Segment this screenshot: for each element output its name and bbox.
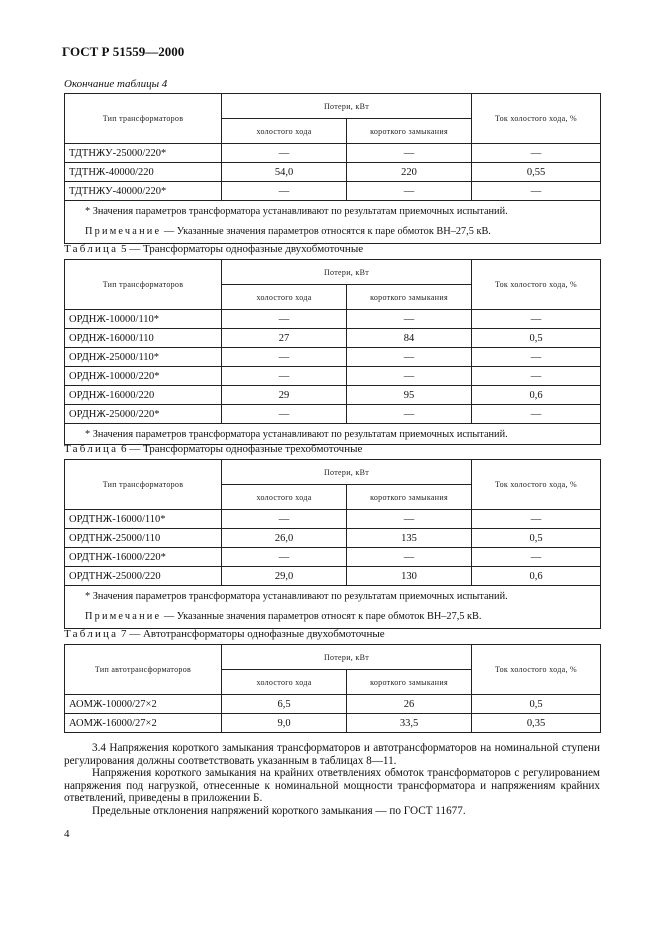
short-cell: — <box>347 144 472 163</box>
type-cell: ОРДТНЖ-16000/110* <box>65 510 222 529</box>
table-row <box>65 567 601 586</box>
paragraph: 3.4 Напряжения короткого замыкания трансформаторов и автотрансформаторов на номинальной ступени регулирования должны соответствовать указанным в таблицах 8—11. <box>64 742 600 767</box>
current-cell: — <box>472 405 601 424</box>
short-cell: 33,5 <box>347 714 472 733</box>
col-losses-header: Потери, кВт <box>222 260 472 285</box>
table-footnote-row <box>65 424 601 445</box>
col-short-header: короткого замыкания <box>347 285 472 310</box>
table-row <box>65 310 601 329</box>
type-cell: ОРДНЖ-10000/220* <box>65 367 222 386</box>
type-cell: АОМЖ-10000/27×2 <box>65 695 222 714</box>
table-row <box>65 163 601 182</box>
col-losses-header: Потери, кВт <box>222 645 472 670</box>
col-type-header: Тип автотрансформаторов <box>65 645 222 695</box>
col-current-header: Ток холостого хода, % <box>472 94 601 144</box>
current-cell: — <box>472 144 601 163</box>
noload-cell: 26,0 <box>222 529 347 548</box>
noload-cell: 6,5 <box>222 695 347 714</box>
col-losses-header: Потери, кВт <box>222 460 472 485</box>
table-row <box>65 144 601 163</box>
noload-cell: 27 <box>222 329 347 348</box>
table7-caption <box>64 628 385 640</box>
current-cell: — <box>472 348 601 367</box>
col-short-header: короткого замыкания <box>347 119 472 144</box>
col-type-header: Тип трансформаторов <box>65 260 222 310</box>
noload-cell: — <box>222 405 347 424</box>
type-cell: ОРДНЖ-16000/220 <box>65 386 222 405</box>
current-cell: — <box>472 548 601 567</box>
table-row <box>65 405 601 424</box>
noload-cell: — <box>222 510 347 529</box>
noload-cell: — <box>222 348 347 367</box>
caption-label: Таблица <box>64 443 119 455</box>
noload-cell: — <box>222 182 347 201</box>
type-cell: ОРДТНЖ-16000/220* <box>65 548 222 567</box>
current-cell: 0,5 <box>472 695 601 714</box>
col-losses-header: Потери, кВт <box>222 94 472 119</box>
noload-cell: 9,0 <box>222 714 347 733</box>
col-noload-header: холостого хода <box>222 285 347 310</box>
table4-note <box>85 222 596 242</box>
noload-cell: — <box>222 310 347 329</box>
short-cell: 95 <box>347 386 472 405</box>
short-cell: — <box>347 182 472 201</box>
table-5 <box>64 259 601 445</box>
paragraph: Напряжения короткого замыкания на крайних ответвлениях обмоток трансформаторов с регулированием напряжения под нагрузкой, отнесенные к номинальной мощности трансформатора и напряжениям крайних ответвлений, приведены в приложении Б. <box>64 767 600 804</box>
table5-footnote: * Значения параметров трансформатора устанавливают по результатам приемочных испытаний. <box>65 424 601 445</box>
paragraph: Предельные отклонения напряжений короткого замыкания — по ГОСТ 11677. <box>92 804 466 817</box>
table-footnote-row <box>65 586 601 629</box>
short-cell: 26 <box>347 695 472 714</box>
noload-cell: — <box>222 144 347 163</box>
col-current-header: Ток холостого хода, % <box>472 460 601 510</box>
table-7 <box>64 644 601 733</box>
table-footnote-row <box>65 201 601 244</box>
noload-cell: 29,0 <box>222 567 347 586</box>
short-cell: 220 <box>347 163 472 182</box>
table5-caption <box>64 243 363 255</box>
col-short-header: короткого замыкания <box>347 670 472 695</box>
type-cell: АОМЖ-16000/27×2 <box>65 714 222 733</box>
caption-text: 6 — Трансформаторы однофазные трехобмоточные <box>120 443 363 455</box>
type-cell: ОРДТНЖ-25000/110 <box>65 529 222 548</box>
caption-text: 7 — Автотрансформаторы однофазные двухобмоточные <box>120 628 385 640</box>
type-cell: ОРДТНЖ-25000/220 <box>65 567 222 586</box>
short-cell: — <box>347 348 472 367</box>
col-noload-header: холостого хода <box>222 119 347 144</box>
caption-text: 5 — Трансформаторы однофазные двухобмоточные <box>120 243 364 255</box>
short-cell: — <box>347 510 472 529</box>
col-noload-header: холостого хода <box>222 670 347 695</box>
body-text <box>64 742 600 817</box>
type-cell: ОРДНЖ-10000/110* <box>65 310 222 329</box>
table6-caption <box>64 443 362 455</box>
current-cell: 0,6 <box>472 567 601 586</box>
col-type-header: Тип трансформаторов <box>65 94 222 144</box>
type-cell: ТДТНЖУ-25000/220* <box>65 144 222 163</box>
document-header: ГОСТ Р 51559—2000 <box>62 44 185 59</box>
table4-footnote: * Значения параметров трансформатора устанавливают по результатам приемочных испытаний. <box>85 206 508 217</box>
current-cell: — <box>472 510 601 529</box>
caption-label: Таблица <box>64 243 119 255</box>
table-row <box>65 367 601 386</box>
short-cell: — <box>347 310 472 329</box>
current-cell: 0,5 <box>472 329 601 348</box>
noload-cell: — <box>222 548 347 567</box>
current-cell: 0,5 <box>472 529 601 548</box>
short-cell: 135 <box>347 529 472 548</box>
note-text: — Указанные значения параметров относят к паре обмоток ВН–27,5 кВ. <box>163 611 482 622</box>
note-label: Примечание <box>85 226 162 237</box>
caption-label: Таблица <box>64 628 119 640</box>
table-row <box>65 510 601 529</box>
current-cell: 0,55 <box>472 163 601 182</box>
col-current-header: Ток холостого хода, % <box>472 260 601 310</box>
current-cell: — <box>472 182 601 201</box>
noload-cell: 54,0 <box>222 163 347 182</box>
table-row <box>65 548 601 567</box>
col-noload-header: холостого хода <box>222 485 347 510</box>
note-text: — Указанные значения параметров относятся к паре обмоток ВН–27,5 кВ. <box>163 226 491 237</box>
table-4 <box>64 93 601 244</box>
current-cell: — <box>472 310 601 329</box>
type-cell: ОРДНЖ-25000/110* <box>65 348 222 367</box>
short-cell: — <box>347 367 472 386</box>
table-6 <box>64 459 601 629</box>
table-row <box>65 182 601 201</box>
short-cell: — <box>347 548 472 567</box>
noload-cell: 29 <box>222 386 347 405</box>
short-cell: 84 <box>347 329 472 348</box>
type-cell: ТДТНЖ-40000/220 <box>65 163 222 182</box>
short-cell: 130 <box>347 567 472 586</box>
table6-note <box>85 607 596 627</box>
type-cell: ОРДНЖ-16000/110 <box>65 329 222 348</box>
type-cell: ТДТНЖУ-40000/220* <box>65 182 222 201</box>
table-row <box>65 386 601 405</box>
table-row <box>65 695 601 714</box>
table4-caption: Окончание таблицы 4 <box>64 78 168 90</box>
current-cell: 0,6 <box>472 386 601 405</box>
table-row <box>65 348 601 367</box>
noload-cell: — <box>222 367 347 386</box>
col-type-header: Тип трансформаторов <box>65 460 222 510</box>
col-short-header: короткого замыкания <box>347 485 472 510</box>
table-row <box>65 714 601 733</box>
table-row <box>65 529 601 548</box>
table-row <box>65 329 601 348</box>
short-cell: — <box>347 405 472 424</box>
current-cell: 0,35 <box>472 714 601 733</box>
page-number: 4 <box>64 828 70 840</box>
table6-footnote: * Значения параметров трансформатора устанавливают по результатам приемочных испытаний. <box>85 591 508 602</box>
note-label: Примечание <box>85 611 162 622</box>
current-cell: — <box>472 367 601 386</box>
col-current-header: Ток холостого хода, % <box>472 645 601 695</box>
type-cell: ОРДНЖ-25000/220* <box>65 405 222 424</box>
